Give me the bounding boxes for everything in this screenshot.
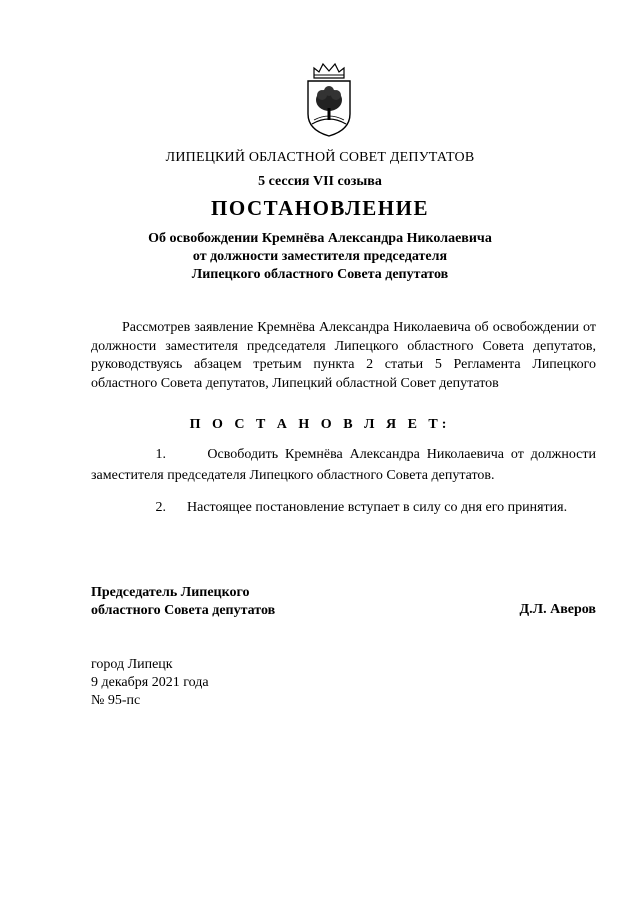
subject-line: Липецкого областного Совета депутатов [191,267,449,282]
organization-name: ЛИПЕЦКИЙ ОБЛАСТНОЙ СОВЕТ ДЕПУТАТОВ [165,150,475,165]
subject-line: от должности заместителя председателя [192,249,448,264]
signatory-title-line: Председатель Липецкого [91,585,250,600]
document-subject [0,230,640,284]
date: 9 декабря 2021 года [91,675,209,690]
signatory-title [91,584,275,620]
resolution-item [91,444,596,486]
preamble-paragraph: Рассмотрев заявление Кремнёва Александра Николаевича об освобождении от должности заместителя председателя Липецкого областного Совета депутатов, руководствуясь абзацем третьим пункта 2 статьи 5 Регламента Липецкого областного Совета депутатов, Липецкий областной Совет депутатов [91,320,596,391]
coat-of-arms-icon [304,62,354,138]
subject-line: Об освобождении Кремнёва Александра Николаевича [148,231,492,246]
session-title: 5 сессия VII созыва [258,174,382,189]
document-type: ПОСТАНОВЛЕНИЕ [211,196,429,220]
resolves-heading: П О С Т А Н О В Л Я Е Т: [189,417,451,432]
signatory-name: Д.Л. Аверов [519,602,596,617]
document-number: № 95-пс [91,693,141,708]
signatory-title-line: областного Совета депутатов [91,603,276,618]
document-footer [91,656,209,710]
item-text: Настоящее постановление вступает в силу со дня его принятия. [187,500,568,515]
item-number: 2. [155,500,166,515]
resolution-item [91,497,596,518]
item-number: 1. [155,447,166,462]
item-text: Освободить Кремнёва Александра Николаевича от должности заместителя председателя Липецкого областного Совета депутатов. [91,447,597,483]
city: город Липецк [91,657,173,672]
